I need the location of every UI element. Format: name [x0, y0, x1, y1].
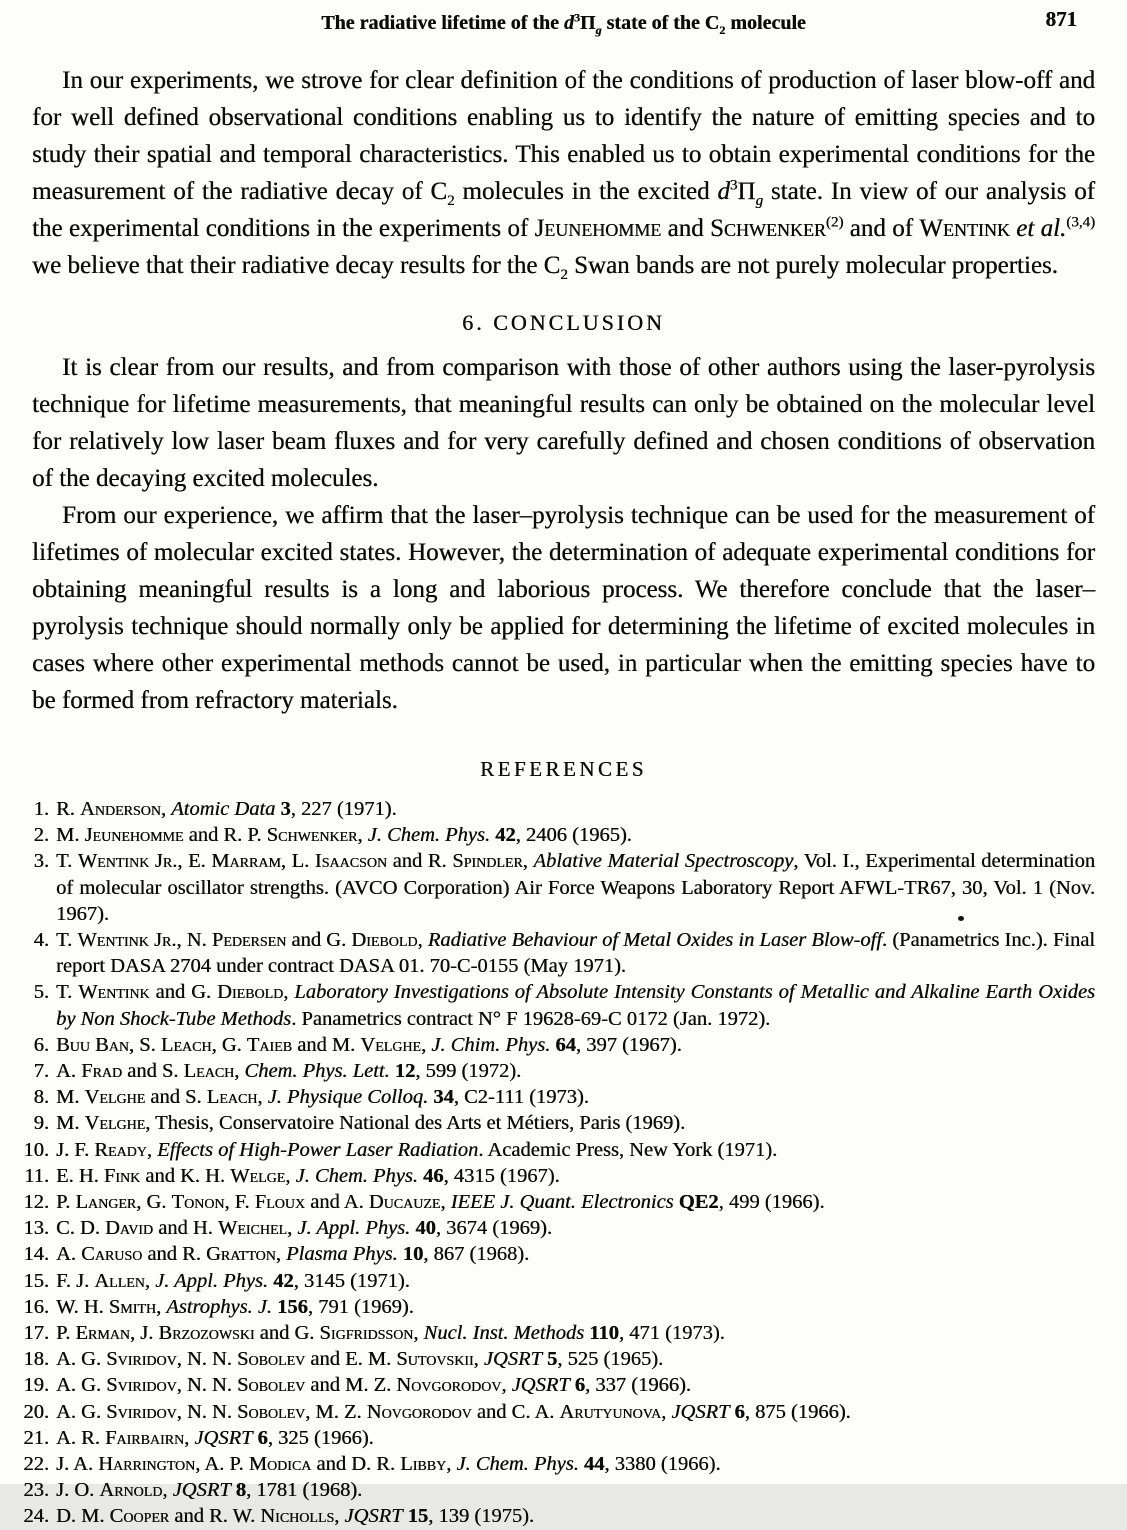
- reference-text: T. Wentink Jr., E. Marram, L. Isaacson and R. Spindler, Ablative Material Spectroscopy, Vol. I., Experimental determination of molecular oscillator strengths. (AVCO Corporation) Air Force Weapons Laboratory Report AFWL-TR67, 30, Vol. 1 (Nov. 1967).: [56, 850, 1095, 925]
- reference-text: A. Caruso and R. Gratton, Plasma Phys. 10, 867 (1968).: [56, 1243, 530, 1266]
- reference-text: C. D. David and H. Weichel, J. Appl. Phys. 40, 3674 (1969).: [56, 1217, 552, 1240]
- reference-text: T. Wentink Jr., N. Pedersen and G. Diebold, Radiative Behaviour of Metal Oxides in Laser Blow-off. (Panametrics Inc.). Final report DASA 2704 under contract DASA 01. 70-C-0155 (May 1971).: [56, 929, 1095, 978]
- references-list: [19, 796, 1095, 1530]
- reference-text: A. G. Sviridov, N. N. Sobolev and M. Z. Novgorodov, JQSRT 6, 337 (1966).: [56, 1374, 691, 1397]
- reference-number: 4.: [33, 929, 49, 952]
- reference-text: Buu Ban, S. Leach, G. Taieb and M. Velghe, J. Chim. Phys. 64, 397 (1967).: [56, 1033, 682, 1056]
- reference-item: [19, 1189, 1095, 1215]
- reference-number: 21.: [23, 1426, 49, 1449]
- reference-item: [19, 1110, 1095, 1136]
- reference-text: A. G. Sviridov, N. N. Sobolev and E. M. Sutovskii, JQSRT 5, 525 (1965).: [56, 1348, 664, 1371]
- references-heading: REFERENCES: [480, 757, 647, 781]
- reference-item: [19, 1320, 1095, 1346]
- reference-item: [19, 979, 1095, 1031]
- reference-item: [19, 1137, 1095, 1163]
- conclusion-heading: 6. CONCLUSION: [462, 310, 665, 335]
- reference-text: M. Velghe and S. Leach, J. Physique Colloq. 34, C2-111 (1973).: [56, 1086, 589, 1109]
- reference-text: P. Langer, G. Tonon, F. Floux and A. Ducauze, IEEE J. Quant. Electronics QE2, 499 (1966).: [56, 1191, 825, 1214]
- reference-text: A. R. Fairbairn, JQSRT 6, 325 (1966).: [56, 1426, 374, 1449]
- reference-number: 13.: [23, 1217, 49, 1240]
- reference-text: T. Wentink and G. Diebold, Laboratory Investigations of Absolute Intensity Constants of Metallic and Alkaline Earth Oxides by Non Shock-Tube Methods. Panametrics contract N° F 19628-69-C 0172 (Jan. 1972).: [56, 981, 1095, 1030]
- reference-number: 12.: [23, 1191, 49, 1214]
- reference-text: J. O. Arnold, JQSRT 8, 1781 (1968).: [56, 1479, 363, 1502]
- reference-number: 5.: [33, 981, 49, 1004]
- reference-number: 9.: [33, 1112, 49, 1135]
- reference-text: E. H. Fink and K. H. Welge, J. Chem. Phys. 46, 4315 (1967).: [56, 1164, 560, 1187]
- reference-number: 20.: [23, 1400, 49, 1423]
- reference-text: A. Frad and S. Leach, Chem. Phys. Lett. 12, 599 (1972).: [56, 1060, 522, 1083]
- reference-number: 16.: [23, 1295, 49, 1318]
- reference-item: [19, 1425, 1095, 1451]
- reference-text: D. M. Cooper and R. W. Nicholls, JQSRT 15, 139 (1975).: [56, 1505, 535, 1528]
- reference-text: R. Anderson, Atomic Data 3, 227 (1971).: [56, 798, 397, 820]
- reference-text: P. Erman, J. Brzozowski and G. Sigfridsson, Nucl. Inst. Methods 110, 471 (1973).: [56, 1322, 725, 1345]
- reference-number: 2.: [33, 824, 49, 847]
- reference-item: [19, 1215, 1095, 1241]
- reference-number: 17.: [23, 1322, 49, 1345]
- reference-item: [19, 1372, 1095, 1398]
- reference-item: [19, 822, 1095, 848]
- reference-item: [19, 848, 1095, 927]
- reference-number: 19.: [23, 1374, 49, 1397]
- reference-item: [19, 1346, 1095, 1372]
- reference-item: [19, 1477, 1095, 1503]
- reference-item: [19, 1268, 1095, 1294]
- reference-number: 14.: [23, 1243, 49, 1266]
- running-title: The radiative lifetime of the $d^3\Pi_g$ state of the $C_2$ molecule: [321, 10, 806, 37]
- reference-number: 15.: [23, 1269, 49, 1292]
- reference-item: [19, 1163, 1095, 1189]
- reference-number: 18.: [23, 1348, 49, 1371]
- reference-text: J. F. Ready, Effects of High-Power Laser Radiation. Academic Press, New York (1971).: [56, 1138, 778, 1161]
- reference-text: J. A. Harrington, A. P. Modica and D. R. Libby, J. Chem. Phys. 44, 3380 (1966).: [56, 1453, 721, 1476]
- running-head: [32, 7, 1095, 40]
- reference-text: M. Velghe, Thesis, Conservatoire National des Arts et Métiers, Paris (1969).: [56, 1112, 686, 1135]
- reference-number: 24.: [23, 1505, 49, 1528]
- reference-number: 8.: [33, 1086, 49, 1109]
- conclusion-paragraph-1: It is clear from our results, and from comparison with those of other authors using the laser-pyrolysis technique for lifetime measurements, that meaningful results can only be obtained on the molecular level for relatively low laser beam fluxes and for very carefully defined and chosen conditions of observation of the decaying excited molecules.: [32, 354, 1095, 492]
- reference-text: M. Jeunehomme and R. P. Schwenker, J. Chem. Phys. 42, 2406 (1965).: [56, 824, 632, 847]
- reference-number: 7.: [33, 1060, 49, 1083]
- reference-text: F. J. Allen, J. Appl. Phys. 42, 3145 (1971).: [56, 1269, 410, 1292]
- reference-item: [19, 1241, 1095, 1267]
- reference-number: 11.: [24, 1164, 49, 1187]
- reference-number: 23.: [23, 1479, 49, 1502]
- reference-item: [19, 1032, 1095, 1058]
- reference-item: [19, 927, 1095, 979]
- conclusion-paragraph-2: From our experience, we affirm that the laser–pyrolysis technique can be used for the measurement of lifetimes of molecular excited states. However, the determination of adequate experimental conditions for obtaining meaningful results is a long and laborious process. We therefore conclude that the laser–pyrolysis technique should normally only be applied for determining the lifetime of excited molecules in cases where other experimental methods cannot be used, in particular when the emitting species have to be formed from refractory materials.: [32, 502, 1095, 714]
- reference-number: 1.: [33, 798, 49, 820]
- reference-item: [19, 1058, 1095, 1084]
- reference-item: [19, 796, 1095, 822]
- reference-number: 6.: [33, 1033, 49, 1056]
- reference-item: [19, 1399, 1095, 1425]
- reference-item: [19, 1084, 1095, 1110]
- reference-item: [19, 1451, 1095, 1477]
- scan-artifact-dot: [958, 916, 964, 921]
- reference-text: W. H. Smith, Astrophys. J. 156, 791 (1969).: [56, 1295, 414, 1318]
- reference-number: 10.: [23, 1138, 49, 1161]
- reference-item: [19, 1503, 1095, 1529]
- reference-item: [19, 1294, 1095, 1320]
- reference-number: 3.: [33, 850, 49, 873]
- intro-paragraph: In our experiments, we strove for clear definition of the conditions of production of laser blow-off and for well defined observational conditions enabling us to identify the nature of emitting species and to study their spatial and temporal characteristics. This enabled us to obtain experimental conditions for the measurement of the radiative decay of $C_2$ molecules in the excited $d^3\Pi_g$ state. In view of our analysis of the experimental conditions in the experiments of Jeunehomme and Schwenker$^{(2)}$ and of Wentink et al.$^{(3,4)}$ we believe that their radiative decay results for the $C_2$ Swan bands are not purely molecular properties.: [32, 67, 1095, 283]
- reference-number: 22.: [23, 1453, 49, 1476]
- reference-text: A. G. Sviridov, N. N. Sobolev, M. Z. Novgorodov and C. A. Arutyunova, JQSRT 6, 875 (1966).: [56, 1400, 851, 1423]
- page-number: 871: [1045, 7, 1077, 31]
